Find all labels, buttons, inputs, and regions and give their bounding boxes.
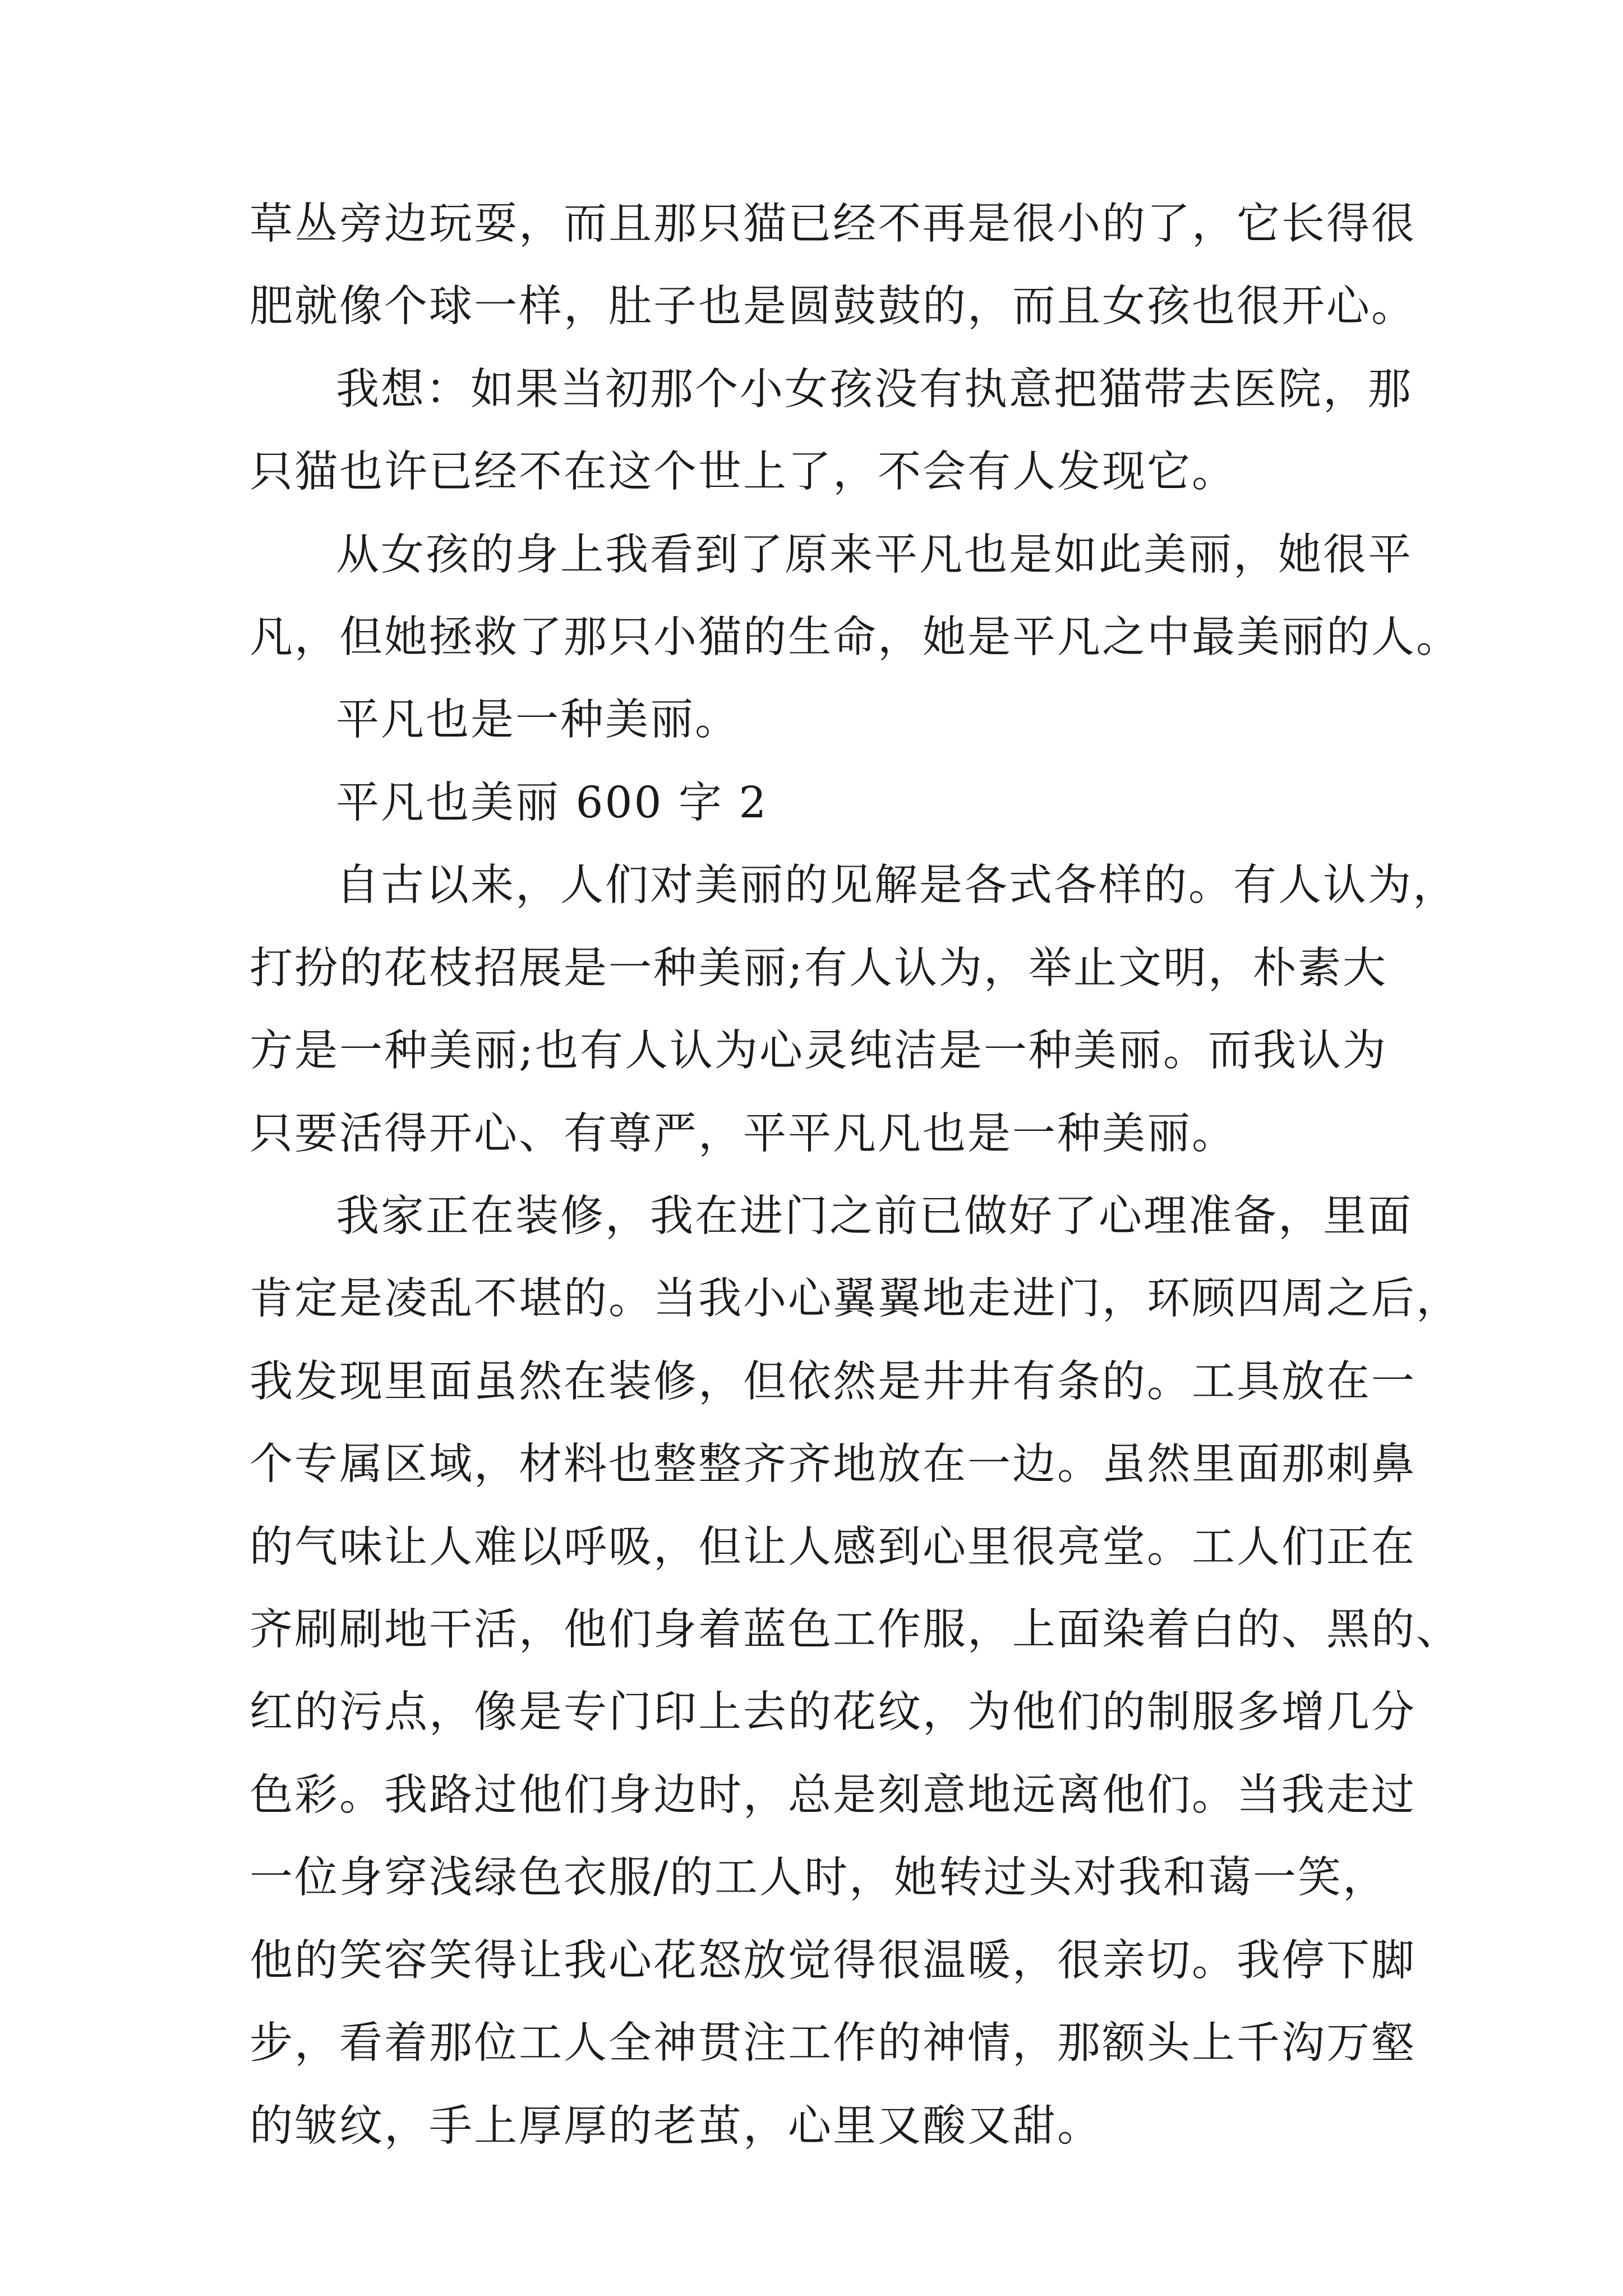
text-line: 红的污点，像是专门印上去的花纹，为他们的制服多增几分 bbox=[250, 1687, 1416, 1737]
text-line: 个专属区域，材料也整整齐齐地放在一边。虽然里面那刺鼻 bbox=[250, 1439, 1416, 1489]
text-line: 色彩。我路过他们身边时，总是刻意地远离他们。当我走过 bbox=[250, 1770, 1416, 1820]
text-line: 凡，但她拯救了那只小猫的生命，她是平凡之中最美丽的人。 bbox=[250, 613, 1461, 662]
section-heading: 平凡也美丽 600 字 2 bbox=[336, 778, 768, 828]
text-line: 肯定是凌乱不堪的。当我小心翼翼地走进门，环顾四周之后， bbox=[250, 1274, 1461, 1324]
text-line: 平凡也是一种美丽。 bbox=[336, 695, 740, 745]
text-line: 肥就像个球一样，肚子也是圆鼓鼓的，而且女孩也很开心。 bbox=[250, 282, 1416, 332]
text-line: 一位身穿浅绿色衣服/的工人时，她转过头对我和蔼一笑， bbox=[250, 1853, 1387, 1903]
text-line: 齐刷刷地干活，他们身着蓝色工作服，上面染着白的、黑的、 bbox=[250, 1605, 1461, 1655]
text-line: 步，看着那位工人全神贯注工作的神情，那额头上千沟万壑 bbox=[250, 2018, 1416, 2068]
text-line: 的气味让人难以呼吸，但让人感到心里很亮堂。工人们正在 bbox=[250, 1522, 1416, 1572]
text-line: 只猫也许已经不在这个世上了，不会有人发现它。 bbox=[250, 447, 1237, 497]
text-line: 草丛旁边玩耍，而且那只猫已经不再是很小的了，它长得很 bbox=[250, 199, 1416, 249]
text-line: 我发现里面虽然在装修，但依然是井井有条的。工具放在一 bbox=[250, 1357, 1416, 1407]
text-line: 方是一种美丽;也有人认为心灵纯洁是一种美丽。而我认为 bbox=[250, 1026, 1387, 1076]
text-line: 自古以来，人们对美丽的见解是各式各样的。有人认为， bbox=[336, 861, 1458, 910]
text-line: 只要活得开心、有尊严，平平凡凡也是一种美丽。 bbox=[250, 1109, 1237, 1159]
text-line: 他的笑容笑得让我心花怒放觉得很温暖，很亲切。我停下脚 bbox=[250, 1936, 1416, 1986]
text-line: 我家正在装修，我在进门之前已做好了心理准备，里面 bbox=[336, 1191, 1413, 1241]
text-line: 从女孩的身上我看到了原来平凡也是如此美丽，她很平 bbox=[336, 530, 1413, 580]
text-line: 我想：如果当初那个小女孩没有执意把猫带去医院，那 bbox=[336, 365, 1413, 415]
text-line: 打扮的花枝招展是一种美丽;有人认为，举止文明，朴素大 bbox=[250, 944, 1387, 993]
text-line: 的皱纹，手上厚厚的老茧，心里又酸又甜。 bbox=[250, 2101, 1102, 2151]
